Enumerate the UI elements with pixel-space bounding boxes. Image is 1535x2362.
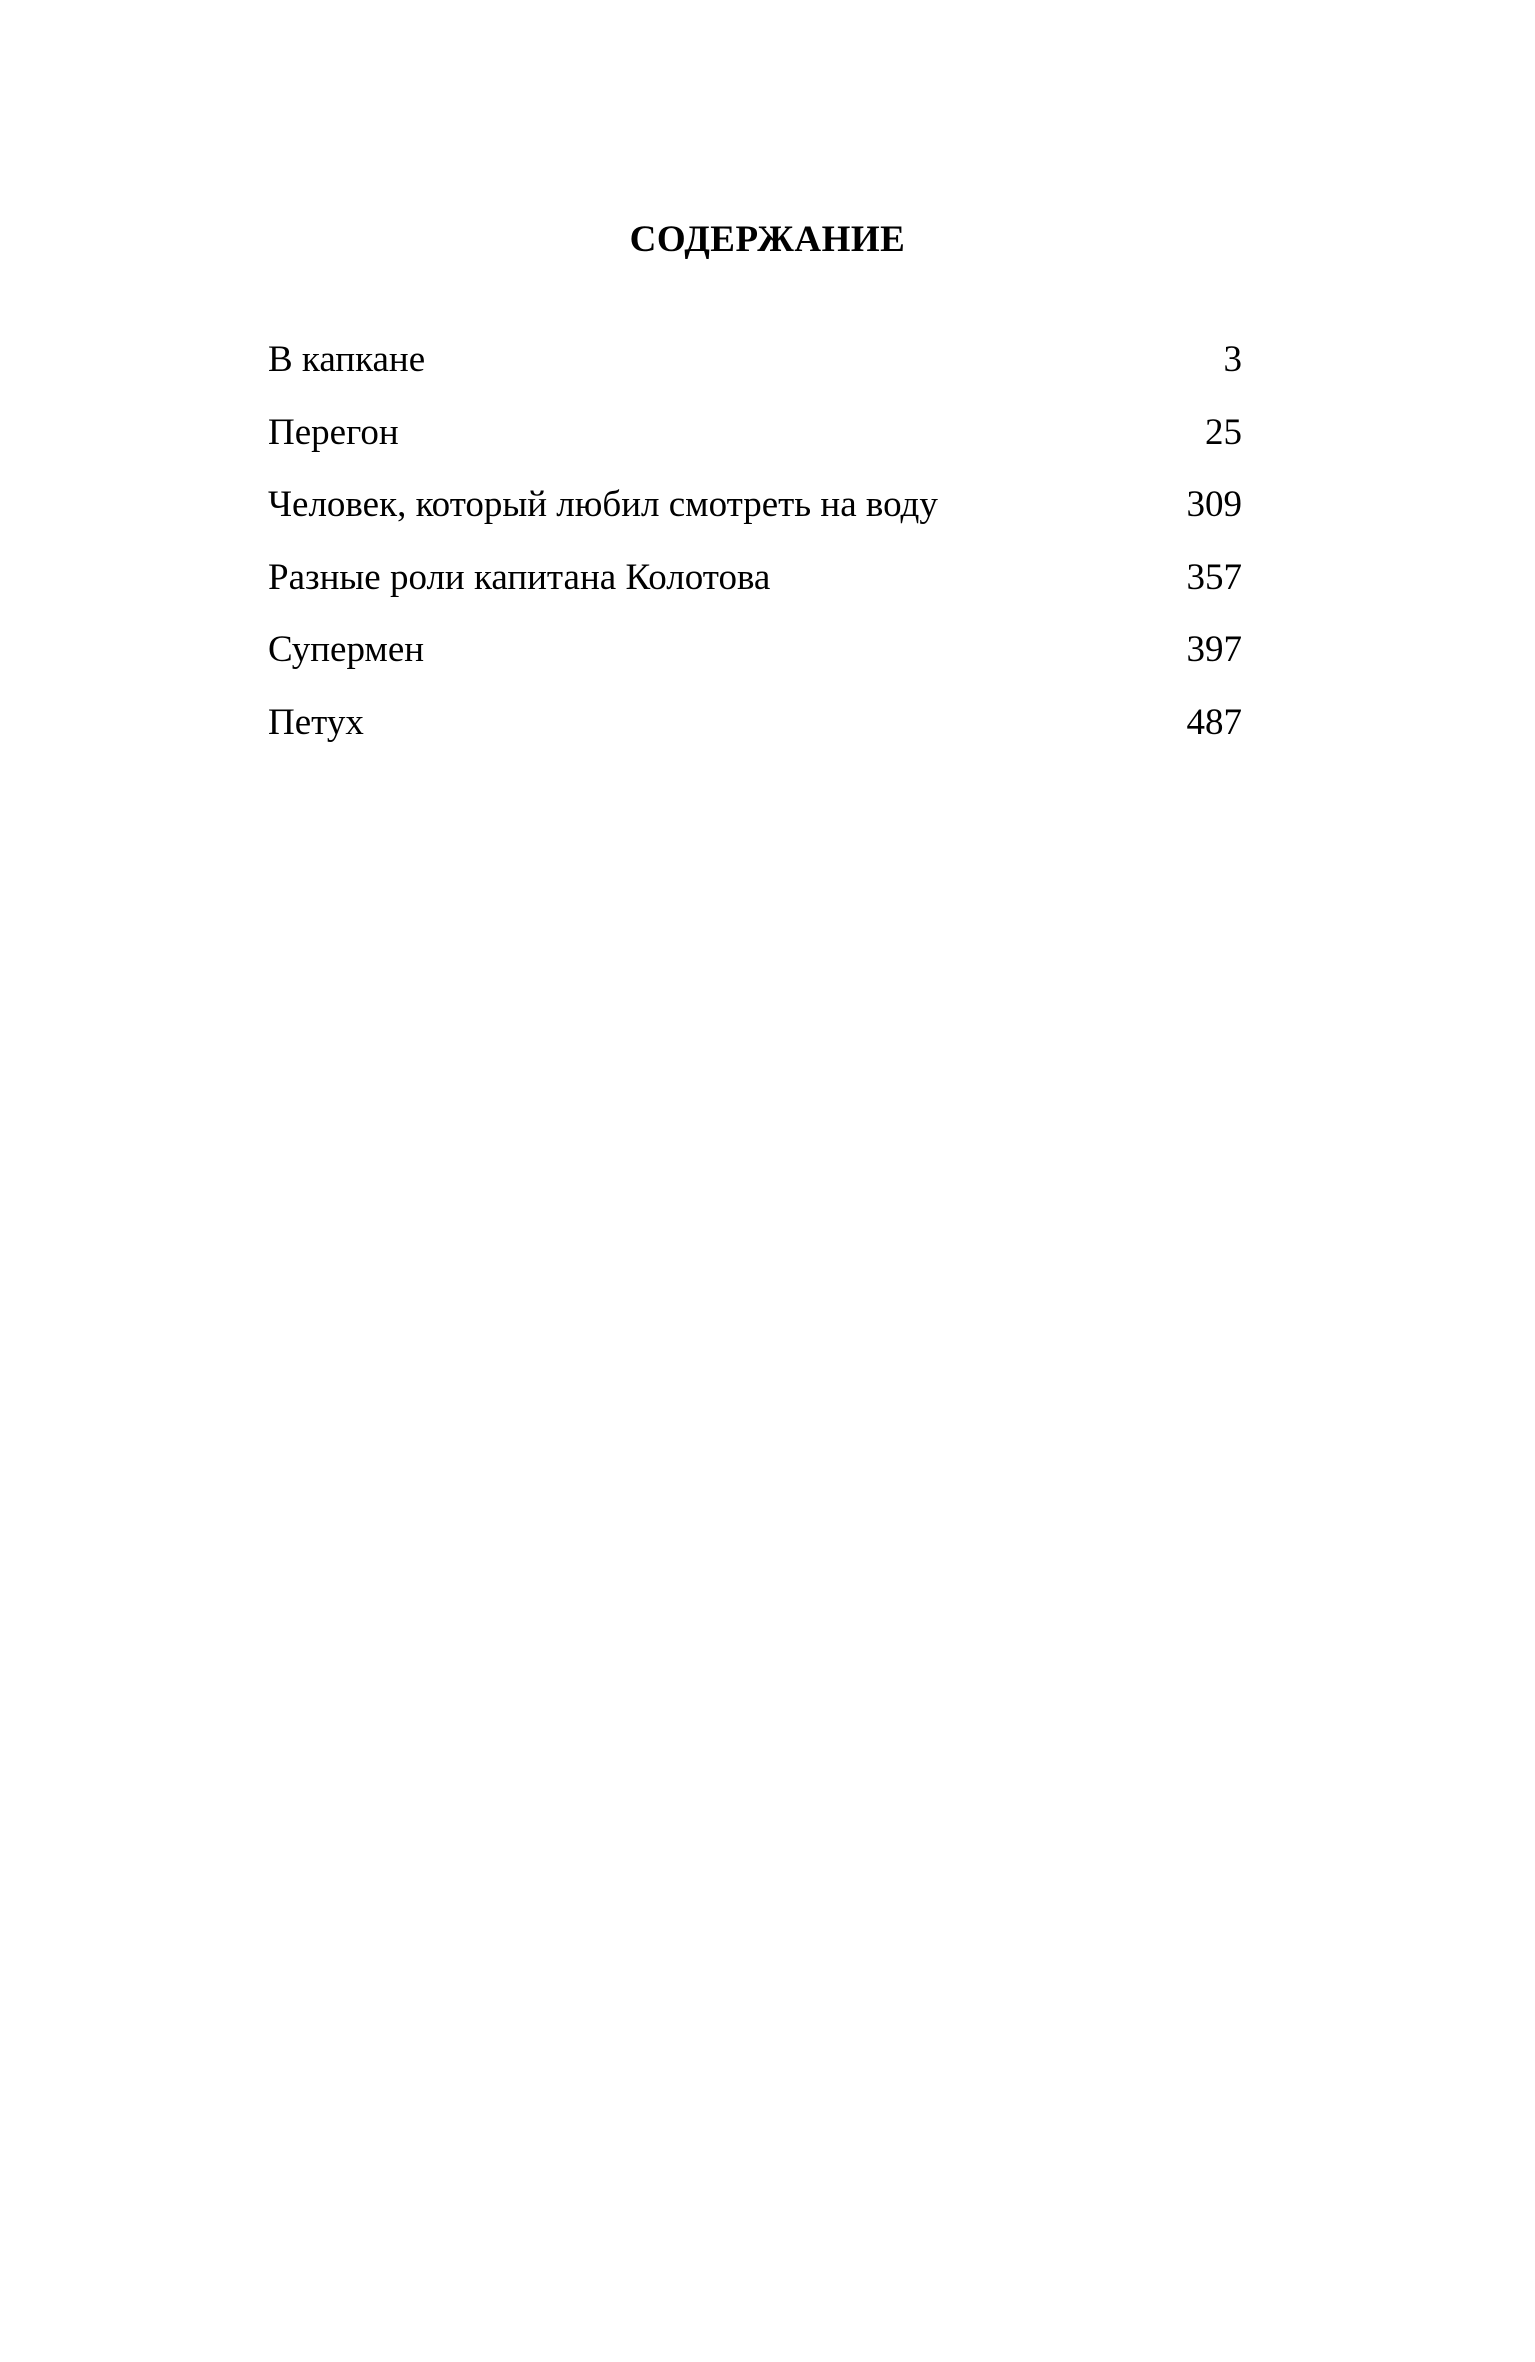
toc-entry xyxy=(268,695,1242,768)
toc-entry-title: Супермен xyxy=(268,629,425,670)
toc-entry-page: 309 xyxy=(1186,484,1242,525)
toc-entry-title: Перегон xyxy=(268,411,399,453)
toc-entry xyxy=(268,405,1242,478)
toc-entry-page: 357 xyxy=(1186,556,1242,598)
table-of-contents xyxy=(268,332,1242,767)
toc-entry-title: Петух xyxy=(268,701,364,743)
toc-entry xyxy=(268,622,1242,695)
toc-entry-page: 397 xyxy=(1186,629,1242,670)
toc-entry-page: 3 xyxy=(1223,339,1242,380)
toc-entry-page: 487 xyxy=(1186,701,1242,743)
toc-entry-title: Разные роли капитана Колотова xyxy=(268,556,771,598)
toc-entry-title: Человек, который любил смотреть на воду xyxy=(268,484,938,525)
toc-entry-page: 25 xyxy=(1205,411,1242,453)
toc-entry-title: В капкане xyxy=(268,339,426,380)
toc-entry xyxy=(268,332,1242,405)
toc-entry xyxy=(268,477,1242,550)
page-title: СОДЕРЖАНИЕ xyxy=(629,219,906,260)
toc-entry xyxy=(268,550,1242,623)
